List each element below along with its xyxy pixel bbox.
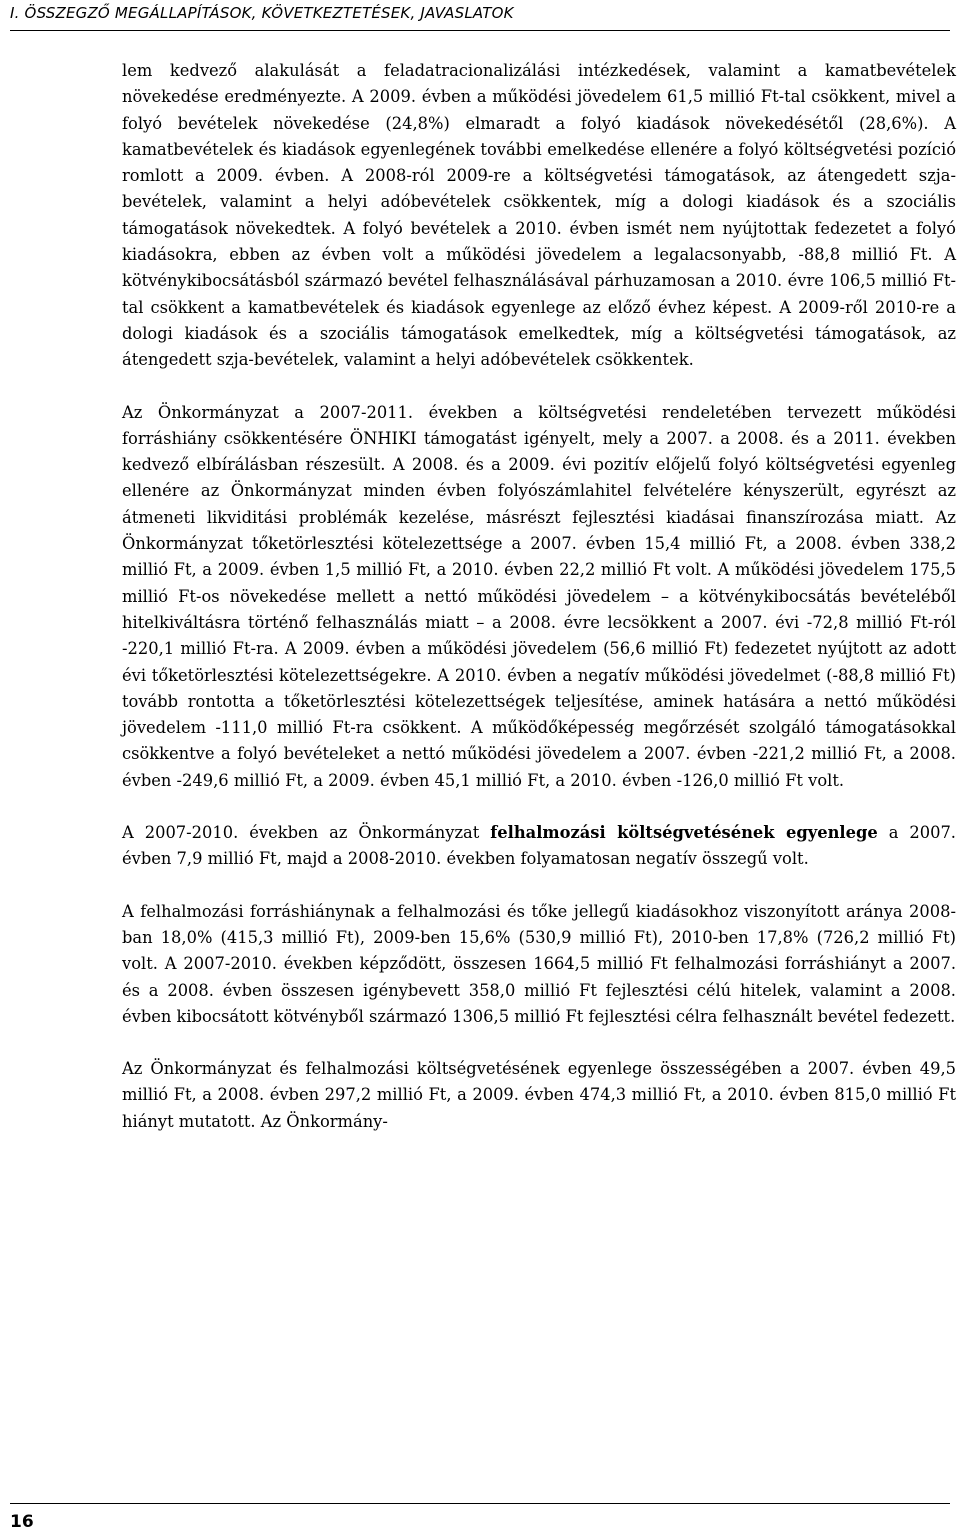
page-number: 16 — [10, 1512, 34, 1532]
paragraph-capital-balance-emphasis: felhalmozási költségvetésének egyenlege — [490, 823, 878, 843]
paragraph-capital-balance-lead: A 2007-2010. években az Önkormányzat — [122, 823, 491, 843]
document-body — [122, 58, 956, 1161]
running-header: I. ÖSSZEGZŐ MEGÁLLAPÍTÁSOK, KÖVETKEZTETÉSEK, JAVASLATOK — [10, 4, 514, 22]
paragraph-capital-balance-rest: a 2007. évben 7,9 millió Ft, majd a 2008-2010. években folyamatosan negatív összegű volt. — [122, 823, 956, 869]
paragraph-funding-gap: A felhalmozási forráshiánynak a felhalmozási és tőke jellegű kiadásokhoz viszonyított aránya 2008-ban 18,0% (415,3 millió Ft), 2009-ben 15,6% (530,9 millió Ft), 2010-ben 17,8% (726,2 millió Ft) volt. A 2007-2010. években képződött, összesen 1664,5 millió Ft felhalmozási forráshiányt a 2007. és a 2008. évben összesen igénybevett 358,0 millió Ft fejlesztési célú hitelek, valamint a 2008. évben kibocsátott kötvényből származó 1306,5 millió Ft fejlesztési célra felhasznált bevétel fedezett. — [122, 901, 956, 1026]
paragraph-capital-balance — [122, 820, 956, 873]
header-divider — [10, 30, 950, 31]
paragraph-overall-deficit: Az Önkormányzat és felhalmozási költségvetésének egyenlege összességében a 2007. évben 49,5 millió Ft, a 2008. évben 297,2 millió Ft, a 2009. évben 474,3 millió Ft, a 2010. évben 815,0 millió Ft hiányt mutatott. Az Önkormány- — [122, 1059, 956, 1131]
paragraph-operating-income: lem kedvező alakulását a feladatracionalizálási intézkedések, valamint a kamatbevételek növekedése eredményezte. A 2009. évben a működési jövedelem 61,5 millió Ft-tal csökkent, mivel a folyó bevételek növekedése (24,8%) elmaradt a folyó kiadások növekedésétől (28,6%). A kamatbevételek és kiadások egyenlegének további emelkedése ellenére a folyó költségvetési pozíció romlott a 2009. évben. A 2008-ról 2009-re a költségvetési támogatások, az átengedett szja-bevételek, valamint a helyi adóbevételek csökkentek, míg a dologi kiadások és a szociális támogatások növekedtek. A folyó bevételek a 2010. évben ismét nem nyújtottak fedezetet a folyó kiadásokra, ebben az évben volt a működési jövedelem a legalacsonyabb, -88,8 millió Ft. A kötvénykibocsátásból származó bevétel felhasználásával párhuzamosan a 2010. évre 106,5 millió Ft-tal csökkent a kamatbevételek és kiadások egyenlege az előző évhez képest. A 2009-ről 2010-re a dologi kiadások és a szociális támogatások emelkedtek, míg a költségvetési támogatások, az átengedett szja-bevételek, valamint a helyi adóbevételek csökkentek. — [122, 61, 956, 370]
paragraph-onhiki-support: Az Önkormányzat a 2007-2011. években a költségvetési rendeletében tervezett működési forráshiány csökkentésére ÖNHIKI támogatást igényelt, mely a 2007. a 2008. és a 2011. években kedvező elbírálásban részesült. A 2008. és a 2009. évi pozitív előjelű folyó költségvetési egyenleg ellenére az Önkormányzat minden évben folyószámlahitel felvételére kényszerült, egyrészt az átmeneti likviditási problémák kezelése, másrészt fejlesztési kiadásai finanszírozása miatt. Az Önkormányzat tőketörlesztési kötelezettsége a 2007. évben 15,4 millió Ft, a 2008. évben 338,2 millió Ft, a 2009. évben 1,5 millió Ft, a 2010. évben 22,2 millió Ft volt. A működési jövedelem 175,5 millió Ft-os növekedése mellett a nettó működési jövedelem – a kötvénykibocsátás bevételéből hitelkiváltásra történő felhasználás miatt – a 2008. évre lecsökkent a 2007. évi -72,8 millió Ft-ról -220,1 millió Ft-ra. A 2009. évben a működési jövedelem (56,6 millió Ft) fedezetet nyújtott az adott évi tőketörlesztési kötelezettségekre. A 2010. évben a negatív működési jövedelmet (-88,8 millió Ft) tovább rontotta a tőketörlesztési kötelezettségek teljesítése, aminek hatására a nettó működési jövedelem -111,0 millió Ft-ra csökkent. A működőképesség megőrzését szolgáló támogatásokkal csökkentve a folyó bevételeket a nettó működési jövedelem a 2007. évben -221,2 millió Ft, a 2008. évben -249,6 millió Ft, a 2009. évben 45,1 millió Ft, a 2010. évben -126,0 millió Ft volt. — [122, 402, 956, 790]
footer-divider — [10, 1503, 950, 1504]
